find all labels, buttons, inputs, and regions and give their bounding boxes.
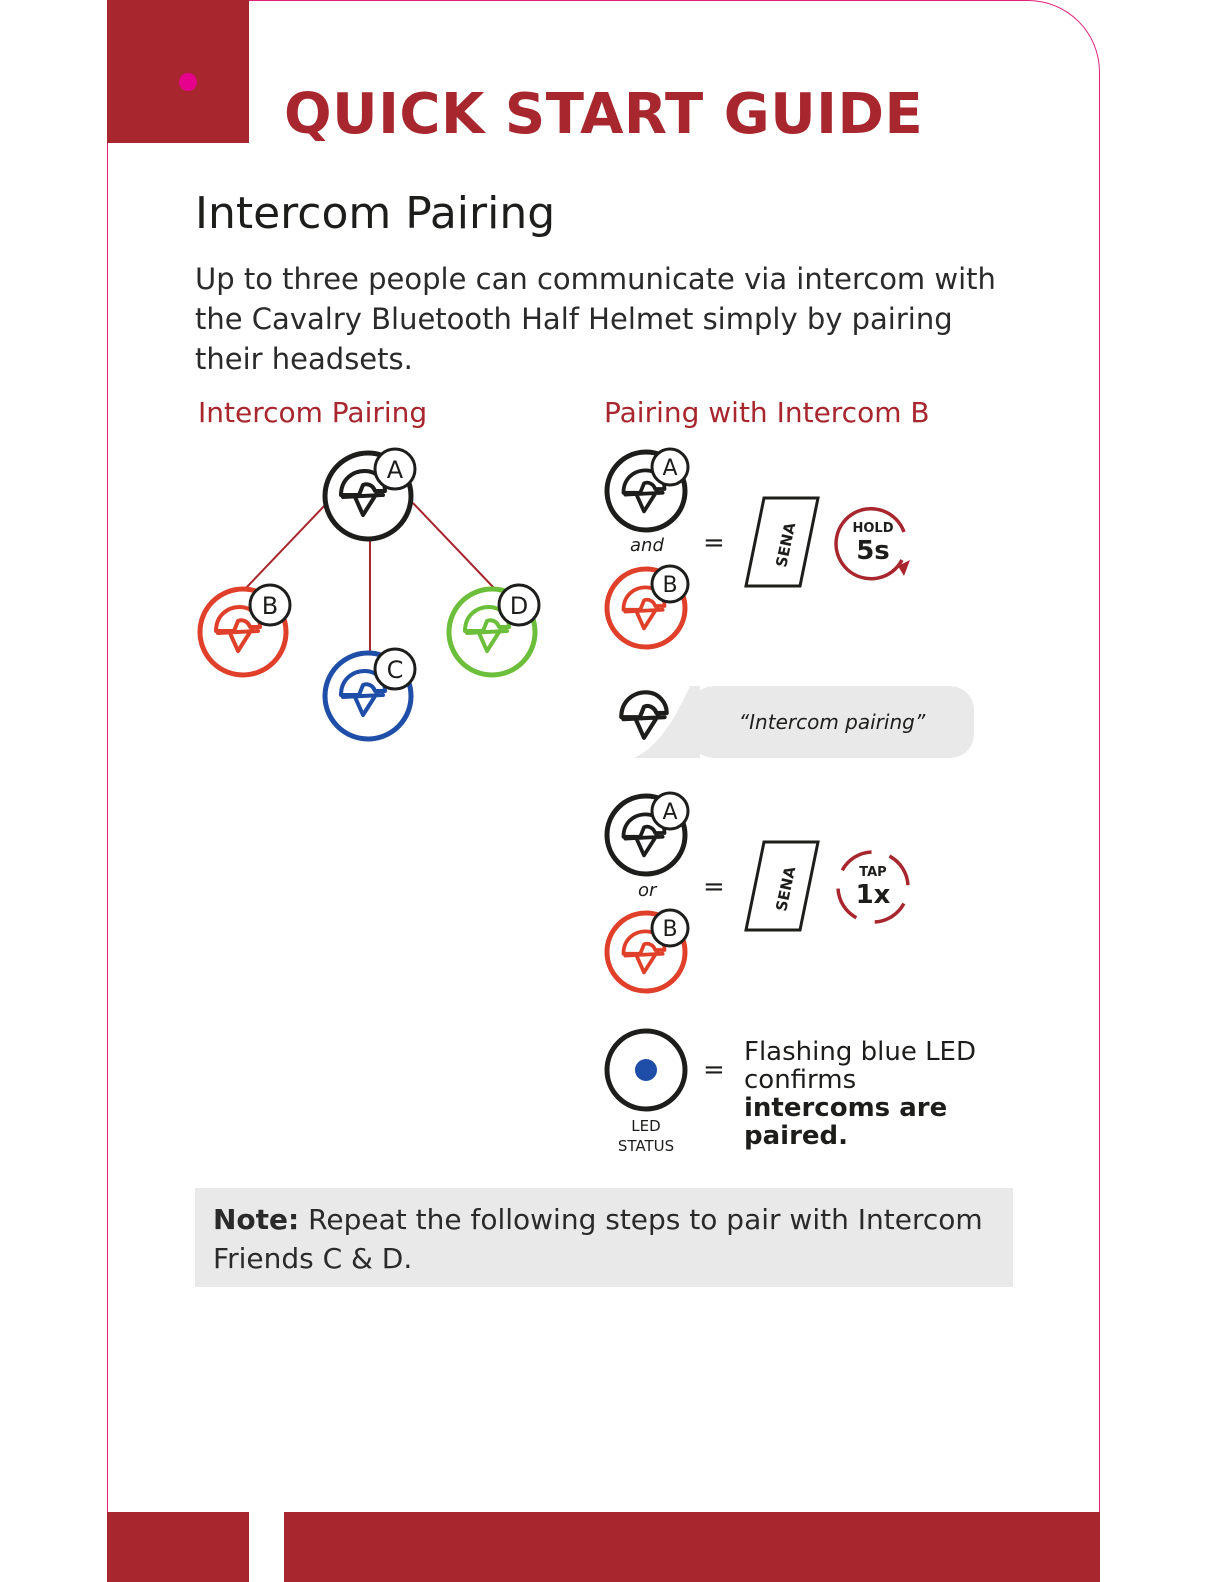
voice-prompt-bubble: “Intercom pairing” bbox=[690, 686, 974, 758]
helmet-node-b bbox=[200, 585, 290, 675]
step1-hold-icon bbox=[832, 502, 914, 584]
led-caption bbox=[605, 1116, 687, 1156]
guide-title: QUICK START GUIDE bbox=[284, 82, 924, 147]
step1-device bbox=[742, 496, 822, 588]
footer-bar-right bbox=[284, 1512, 1100, 1582]
led-desc-bold: intercoms are paired. bbox=[744, 1093, 948, 1151]
footer-bar-left bbox=[107, 1512, 249, 1582]
step1-device-logo: SENA bbox=[772, 520, 800, 569]
step1-helmet-a bbox=[607, 449, 688, 530]
node-c-label: C bbox=[386, 656, 404, 684]
note-box bbox=[195, 1188, 1013, 1287]
note-label: Note: bbox=[213, 1203, 300, 1236]
step2-label-a: A bbox=[662, 800, 678, 825]
step1-action-big: 5s bbox=[856, 536, 890, 566]
step2-helmet-a bbox=[607, 793, 688, 874]
helmet-node-c bbox=[325, 649, 415, 739]
step1-label-b: B bbox=[662, 573, 678, 598]
led-equals: = bbox=[703, 1055, 725, 1085]
step2-action-small: TAP bbox=[859, 865, 887, 880]
left-subheading: Intercom Pairing bbox=[198, 396, 428, 429]
helmet-node-a bbox=[325, 449, 415, 539]
step2-connector: or bbox=[638, 880, 657, 901]
link-a-b bbox=[246, 503, 327, 588]
helmet-node-d bbox=[449, 585, 539, 675]
step2-device-logo: SENA bbox=[772, 864, 800, 913]
step1-connector: and bbox=[630, 535, 664, 556]
link-a-d bbox=[413, 503, 494, 588]
led-description bbox=[744, 1038, 1004, 1150]
step2-label-b: B bbox=[662, 917, 678, 942]
step2-helmet-b bbox=[607, 910, 688, 991]
led-caption-line1: LED bbox=[631, 1117, 661, 1135]
intro-paragraph: Up to three people can communicate via intercom with the Cavalry Bluetooth Half Helmet simply by pairing their headsets. bbox=[195, 262, 996, 376]
section-heading: Intercom Pairing bbox=[195, 188, 556, 239]
intercom-network-diagram bbox=[190, 445, 560, 755]
step1-equals: = bbox=[703, 528, 725, 558]
step2-equals: = bbox=[703, 872, 725, 902]
step1-label-a: A bbox=[662, 456, 678, 481]
step2-device bbox=[742, 840, 822, 932]
corner-dot bbox=[179, 73, 197, 91]
node-a-label: A bbox=[386, 456, 404, 484]
right-subheading: Pairing with Intercom B bbox=[604, 396, 930, 429]
node-b-label: B bbox=[261, 592, 279, 620]
node-d-label: D bbox=[509, 592, 529, 620]
led-desc-plain: Flashing blue LED confirms bbox=[744, 1037, 977, 1095]
led-caption-line2: STATUS bbox=[617, 1137, 675, 1155]
corner-block bbox=[107, 0, 249, 143]
led-blue-dot bbox=[635, 1059, 657, 1081]
step1-action-small: HOLD bbox=[852, 521, 894, 536]
step2-action-big: 1x bbox=[855, 880, 891, 910]
led-status-icon bbox=[602, 1026, 692, 1116]
step1-helmet-b bbox=[607, 566, 688, 647]
step2-tap-icon bbox=[832, 846, 914, 928]
note-text: Repeat the following steps to pair with Intercom Friends C & D. bbox=[213, 1203, 983, 1275]
